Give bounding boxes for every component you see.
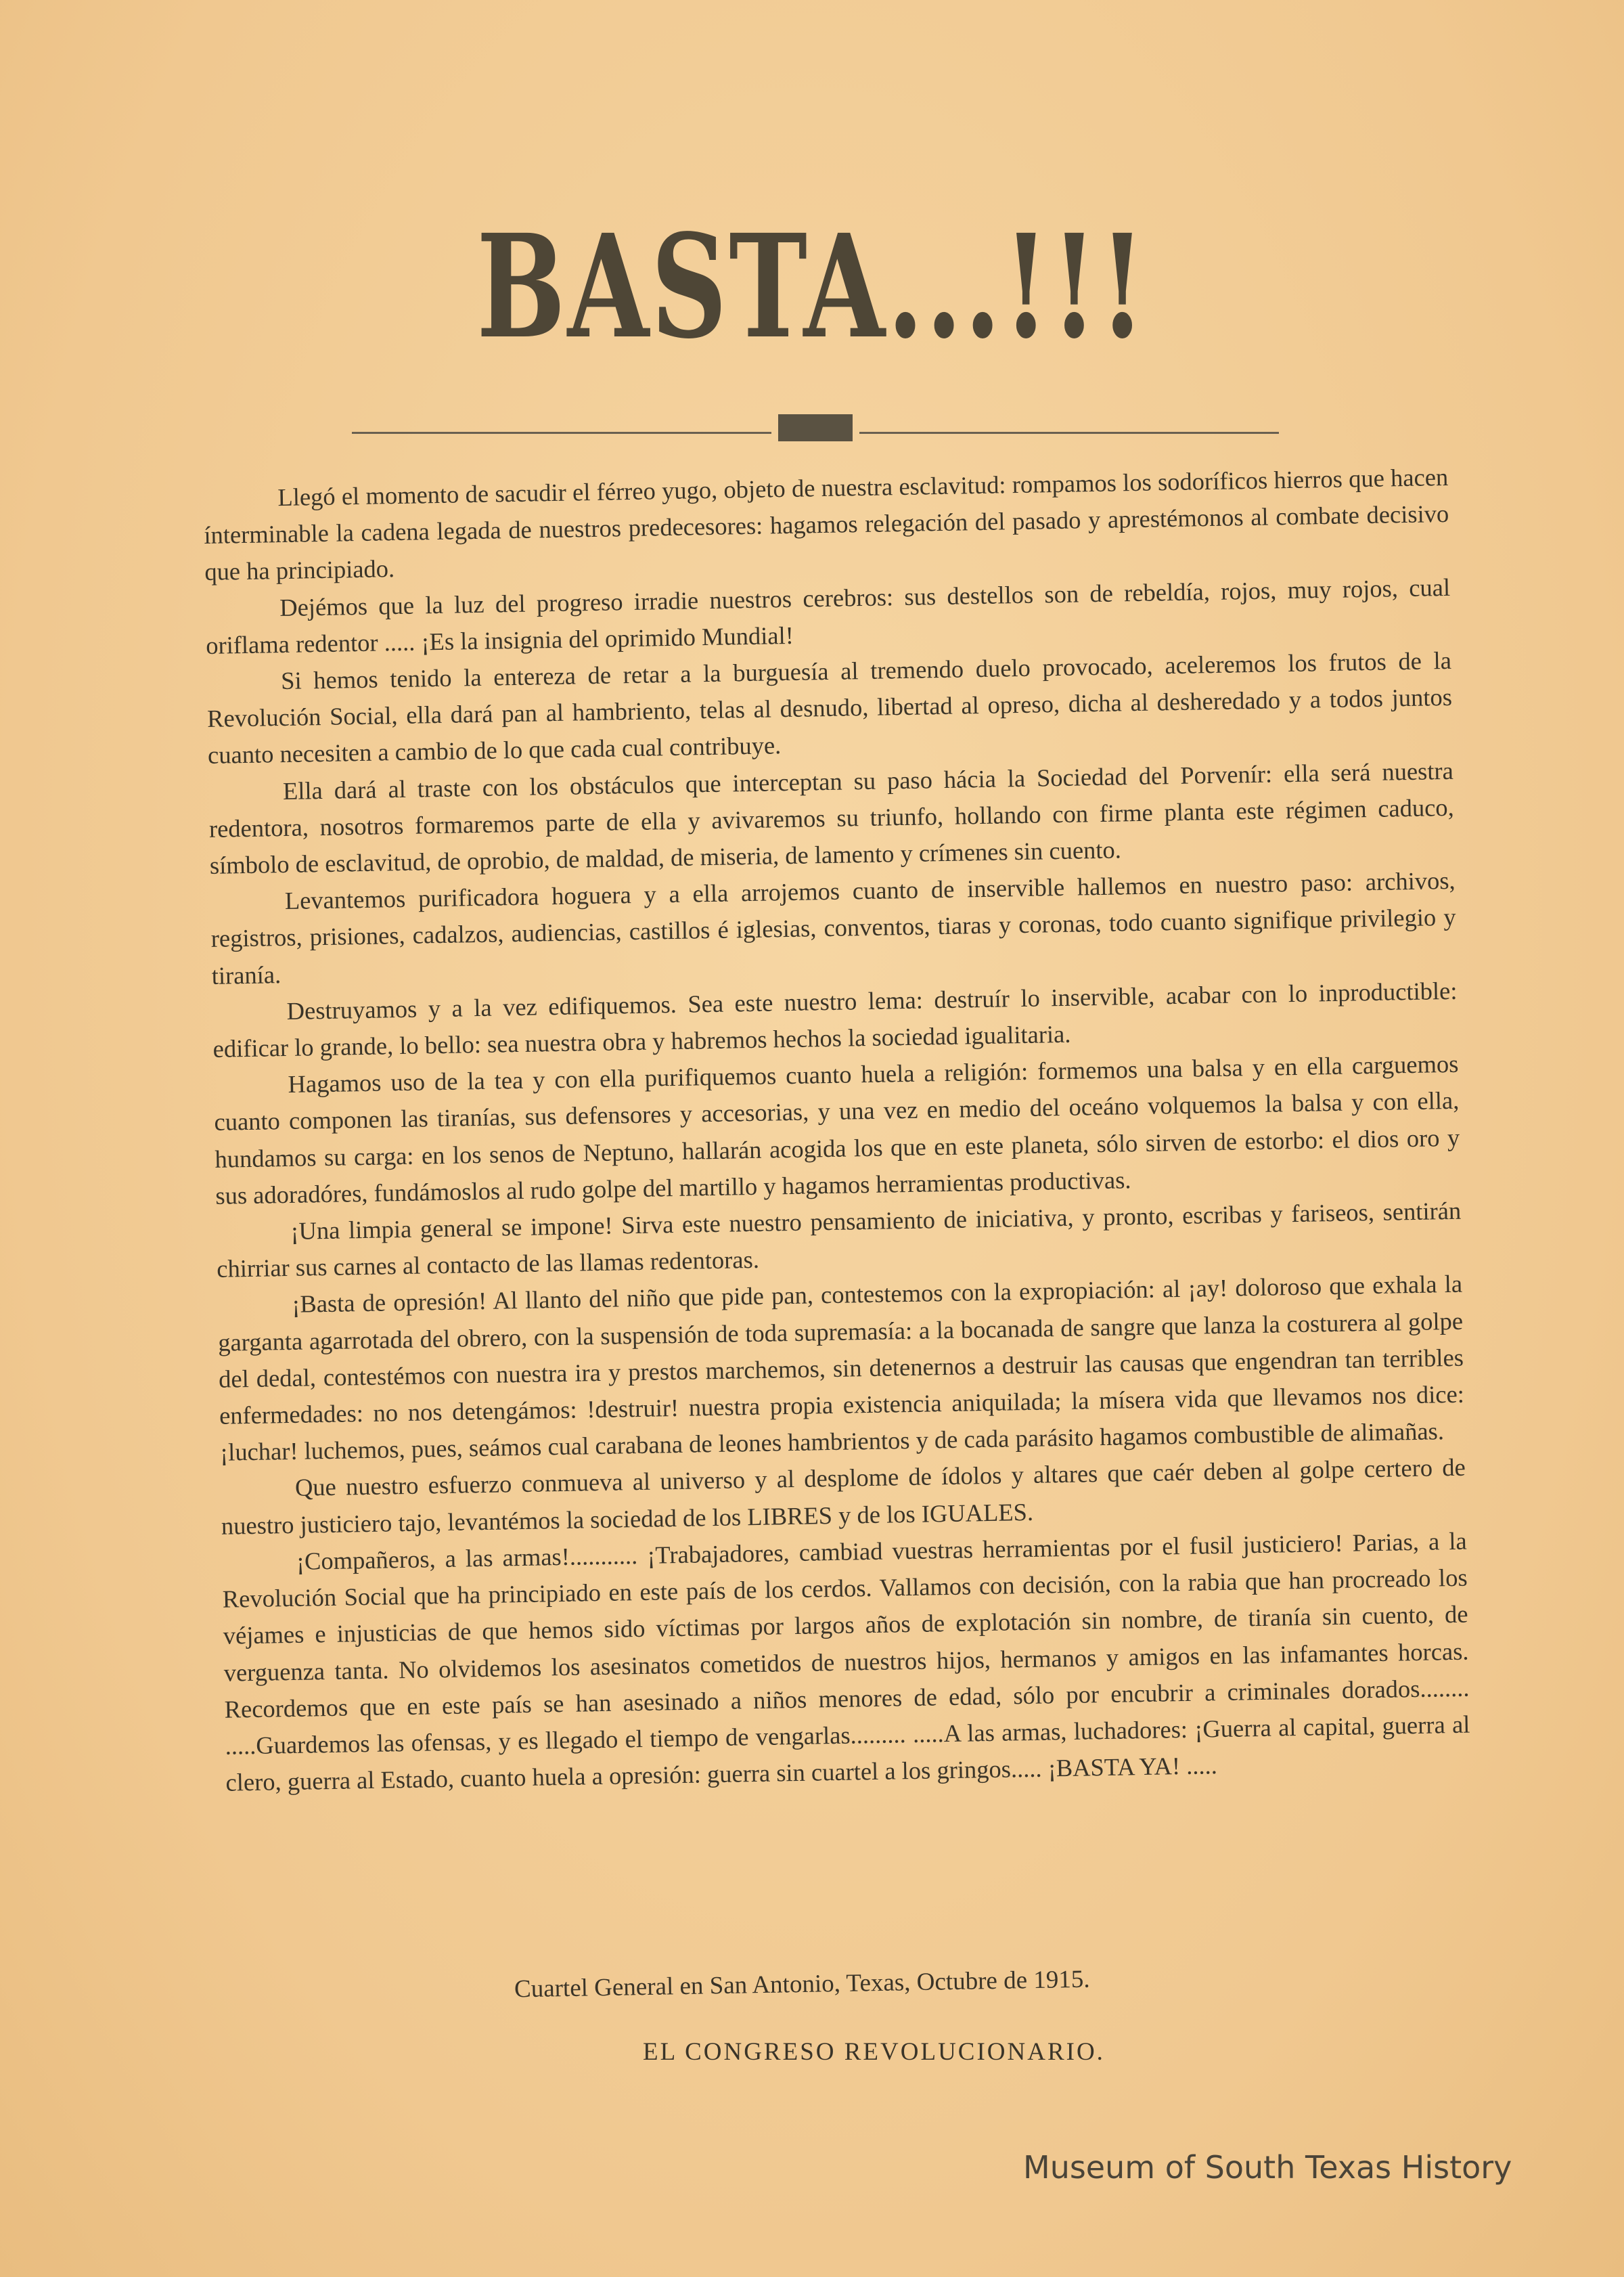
paragraph: Llegó el momento de sacudir el férreo yugo, objeto de nuestra esclavitud: rompamos los sodoríficos hierros que hacen ínterminable la cadena legada de nuestros predecesores: hagamos relegación del pasado y aprestémonos al combate decisivo que ha principiado. xyxy=(204,462,1449,586)
signature: EL CONGRESO REVOLUCIONARIO. xyxy=(643,2038,1105,2066)
dateline: Cuartel General en San Antonio, Texas, Octubre de 1915. xyxy=(514,1965,1090,2004)
museum-watermark: Museum of South Texas History xyxy=(1023,2149,1512,2186)
paragraph: ¡Basta de opresión! Al llanto del niño que pide pan, contestemos con la expropiación: al ¡ay! doloroso que exhala la garganta agarrotada del obrero, con la suspensión de toda supremasía: a la bocanada de sangre que lanza la costurera al golpe del dedal, contestémos con nuestra ira y prestos marchemos, sin detenernos a destruir las causas que engendran tan terribles enfermedades: no nos detengámos: !destruir! nuestra propia existencia aniquilada; la mísera vida que llevamos nos dice: ¡luchar! luchemos, pues, seámos cual carabana de leones hambrientos y de cada parásito hagamos combustible de alimañas. xyxy=(217,1270,1465,1467)
title-ornament xyxy=(778,414,853,441)
paragraph: Ella dará al traste con los obstáculos que interceptan su paso hácia la Sociedad del Porvenír: ella será nuestra redentora, nosotros formaremos parte de ella y avivaremos su triunfo, hollando con firme planta este régimen caduco, símbolo de esclavitud, de oprobio, de maldad, de miseria, de lamento y crímenes sin cuento. xyxy=(208,756,1455,879)
paragraph: Dejémos que la luz del progreso irradie nuestros cerebros: sus destellos son de rebeldía, rojos, muy rojos, cual oriflama redentor ..... ¡Es la insignia del oprimido Mundial! xyxy=(205,573,1451,659)
paragraph: Hagamos uso de la tea y con ella purifiquemos cuanto huela a religión: formemos una balsa y en ella carguemos cuanto componen las tiranías, sus defensores y accesorias, y una vez en medio del oceáno volquemos la balsa y con ella, hundamos su carga: en los senos de Neptuno, hallarán acogida los que en este planeta, sólo sirven de estorbo: el dios oro y sus adoradóres, fundámoslos al rudo golpe del martillo y hagamos herramientas productivas. xyxy=(214,1050,1460,1210)
title-rule-left xyxy=(352,432,771,434)
paragraph: Si hemos tenido la entereza de retar a la burguesía al tremendo duelo provocado, aceleremos los frutos de la Revolución Social, ella dará pan al hambriento, telas al desnudo, libertad al opreso, dicha al desheredado y a todos juntos cuanto necesiten a cambio de lo que cada cual contribuye. xyxy=(206,646,1453,770)
document-title: BASTA...!!! xyxy=(476,203,1148,370)
paragraph: Que nuestro esfuerzo conmueva al universo y al desplome de ídolos y altares que caér deben al golpe certero de nuestro justiciero tajo, levantémos la sociedad de los LIBRES y de los IGUALES. xyxy=(221,1453,1466,1540)
document-body xyxy=(203,459,1471,1801)
paragraph: Destruyamos y a la vez edifiquemos. Sea este nuestro lema: destruír lo inservible, acabar con lo inproductible: edificar lo grande, lo bello: sea nuestra obra y habremos hechos la sociedad igualitaria. xyxy=(212,976,1458,1063)
paragraph: Levantemos purificadora hoguera y a ella arrojemos cuanto de inservible hallemos en nuestro paso: archivos, registros, prisiones, cadalzos, audiencias, castillos é iglesias, conventos, tiaras y coronas, todo cuanto signifique privilegio y tiranía. xyxy=(210,866,1456,990)
paragraph: ¡Compañeros, a las armas!........... ¡Trabajadores, cambiad vuestras herramientas por el fusil justiciero! Parias, a la Revolución Social que ha principiado en este país de los cerdos. Vallamos con decisión, con la rabia que han procreado los véjames e injusticias de que hemos sido víctimas por largos años de explotación sin nombre, de tiranía sin cuento, de verguenza tanta. No olvidemos los asesinatos cometidos de nuestros hijos, hermanos y amigos en las infamantes horcas. Recordemos que en este país se han asesinado a niños menores de edad, sólo por encubrir a criminales dorados........ .....Guardemos las ofensas, y es llegado el tiempo de vengarlas......... .....A las armas, luchadores: ¡Guerra al capital, guerra al clero, guerra al Estado, cuanto huela a opresión: guerra sin cuartel a los gringos..... ¡BASTA YA! ..... xyxy=(222,1526,1470,1796)
title-rule-right xyxy=(859,432,1279,434)
paragraph: ¡Una limpia general se impone! Sirva este nuestro pensamiento de iniciativa, y pronto, escribas y fariseos, sentirán chirriar sus carnes al contacto de las llamas redentoras. xyxy=(216,1196,1462,1283)
